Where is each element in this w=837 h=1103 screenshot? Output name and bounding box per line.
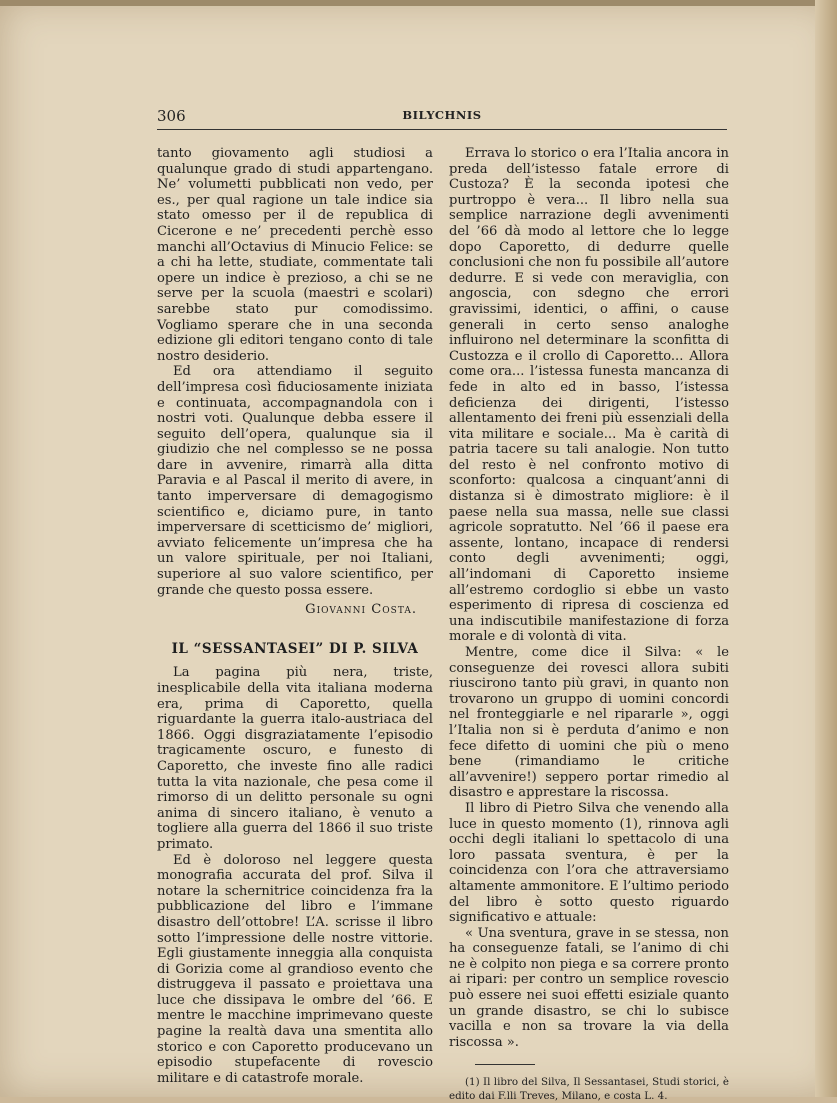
page-binding-shadow [815, 0, 837, 1097]
quotation: « Una sventura, grave in se stessa, non ha conseguenze fatali, se l’animo di chi ne è colpito non piega e sa correre pronto ai ripari: per contro un semplice rovescio può essere nei suoi effetti esiziale quanto un grande disastro, se chi lo subisce vacilla e non sa trovare la via della riscossa ». [449, 925, 729, 1050]
paragraph: Il libro di Pietro Silva che venendo alla luce in questo momento (1), rinnova agli occhi degli italiani lo spettacolo di una loro passata sventura, è per la coincidenza con l’ora che attraversiamo altamente ammonitore. E l’ultimo periodo del libro è sotto questo riguardo significativo e attuale: [449, 800, 729, 926]
paragraph: Ed ora attendiamo il seguito dell’impresa così fiduciosamente iniziata e continuata, accompagnandola con i nostri voti. Qualunque debba essere il seguito dell’opera, qualunque sia il giudizio che nel complesso se ne possa dare in avvenire, rimarrà alla ditta Paravia e al Pascal il merito di avere, in tanto imperversare di demagogismo scientifico e, diciamo pure, in tanto imperversare di scetticismo de’ migliori, avviato felicemente un’impresa che ha un valore spirituale, per noi Italiani, superiore al suo valore scientifico, per grande che questo possa essere. [157, 364, 433, 598]
paragraph: La pagina più nera, triste, inesplicabile della vita italiana moderna era, prima di Caporetto, quella riguardante la guerra italo-austriaca del 1866. Oggi disgraziatamente l’episodio tragicamente oscuro, e funesto di Caporetto, che investe fino alle radici tutta la vita nazionale, che pesa come il rimorso di un delitto personale su ogni anima di sincero italiano, è venuto a togliere alla guerra del 1866 il suo triste primato. [157, 665, 433, 852]
paragraph: Mentre, come dice il Silva: « le conseguenze dei rovesci allora subiti riuscirono tanto più gravi, in quanto non trovarono un gruppo di uomini concordi nel fronteggiarle e nel ripararle », oggi l’Italia non si è perduta d’animo e non fece difetto di uomini che più o meno bene (rimandiamo le critiche all’avvenire!) seppero portar rimedio al disastro e apprestare la riscossa. [449, 645, 729, 801]
footnote: (1) Il libro del Silva, Il Sessantasei, Studi storici, è edito dai F.lli Treves, Milano, e costa L. 4. [449, 1076, 729, 1103]
paragraph: Ed è doloroso nel leggere questa monografia accurata del prof. Silva il notare la schernitrice coincidenza fra la pubblicazione del libro e l’immane disastro dell’ottobre! L’A. scrisse il libro sotto l’impressione delle nostre vittorie. Egli giustamente inneggia alla conquista di Gorizia come al grandioso evento che distruggeva il passato e proiettava una luce che dissipava le ombre del ’66. E mentre le macchine imprimevano queste pagine la realtà dava una smentita allo storico e con Caporetto producevano un episodio stupefacente di rovescio militare e di catastrofe morale. [157, 852, 433, 1086]
running-title: BILYCHNIS [402, 108, 482, 122]
page-top-edge [0, 0, 837, 6]
left-column [157, 146, 433, 1086]
section-title: IL “SESSANTASEI” DI P. SILVA [171, 640, 419, 657]
page-header [157, 105, 727, 130]
right-column [449, 146, 729, 1103]
page-number: 306 [157, 107, 186, 125]
footnote-divider [475, 1064, 535, 1065]
paragraph: Errava lo storico o era l’Italia ancora in preda dell’istesso fatale errore di Custoza? È la seconda ipotesi che purtroppo è vera... Il libro nella sua semplice narrazione degli avvenimenti del ’66 dà modo al lettore che lo legge dopo Caporetto, di dedurre quelle conclusioni che non fu possibile all’autore dedurre. E si vede con meraviglia, con angoscia, con sdegno che errori gravissimi, identici, o affini, o cause generali in certo senso analoghe influirono nel determinare la sconfitta di Custozza e il crollo di Caporetto... Allora come ora... l’istessa funesta mancanza di fede in alto ed in basso, l’istessa deficienza dei dirigenti, l’istesso allentamento dei freni più essenziali della vita militare e sociale... Ma è carità di patria tacere su tali analogie. Non tutto del resto è nel confronto motivo di sconforto: qualcosa a cinquant’anni di distanza si è dimostrato migliore: è il paese nella sua massa, nelle sue classi agricole sopratutto. Nel ’66 il paese era assente, lontano, incapace di rendersi conto degli avvenimenti; oggi, all’indomani di Caporetto insieme all’estremo cordoglio si ebbe un vasto esperimento di ripresa di coscienza ed una indiscutibile manifestazione di forza morale e di volontà di vita. [449, 146, 729, 645]
paragraph: tanto giovamento agli studiosi a qualunque grado di studi appartengano. Ne’ volumetti pubblicati non vedo, per es., per qual ragione un tale indice sia stato omesso per il de republica di Cicerone e ne’ precedenti perchè esso manchi all’Octavius di Minucio Felice: se a chi ha lette, studiate, commentate tali opere un indice è prezioso, a chi se ne serve per la scuola (maestri e scolari) sarebbe stato pur comodissimo. Vogliamo sperare che in una seconda edizione gli editori tengano conto di tale nostro desiderio. [157, 146, 433, 364]
author-signature: Giovanni Costa. [305, 602, 417, 618]
